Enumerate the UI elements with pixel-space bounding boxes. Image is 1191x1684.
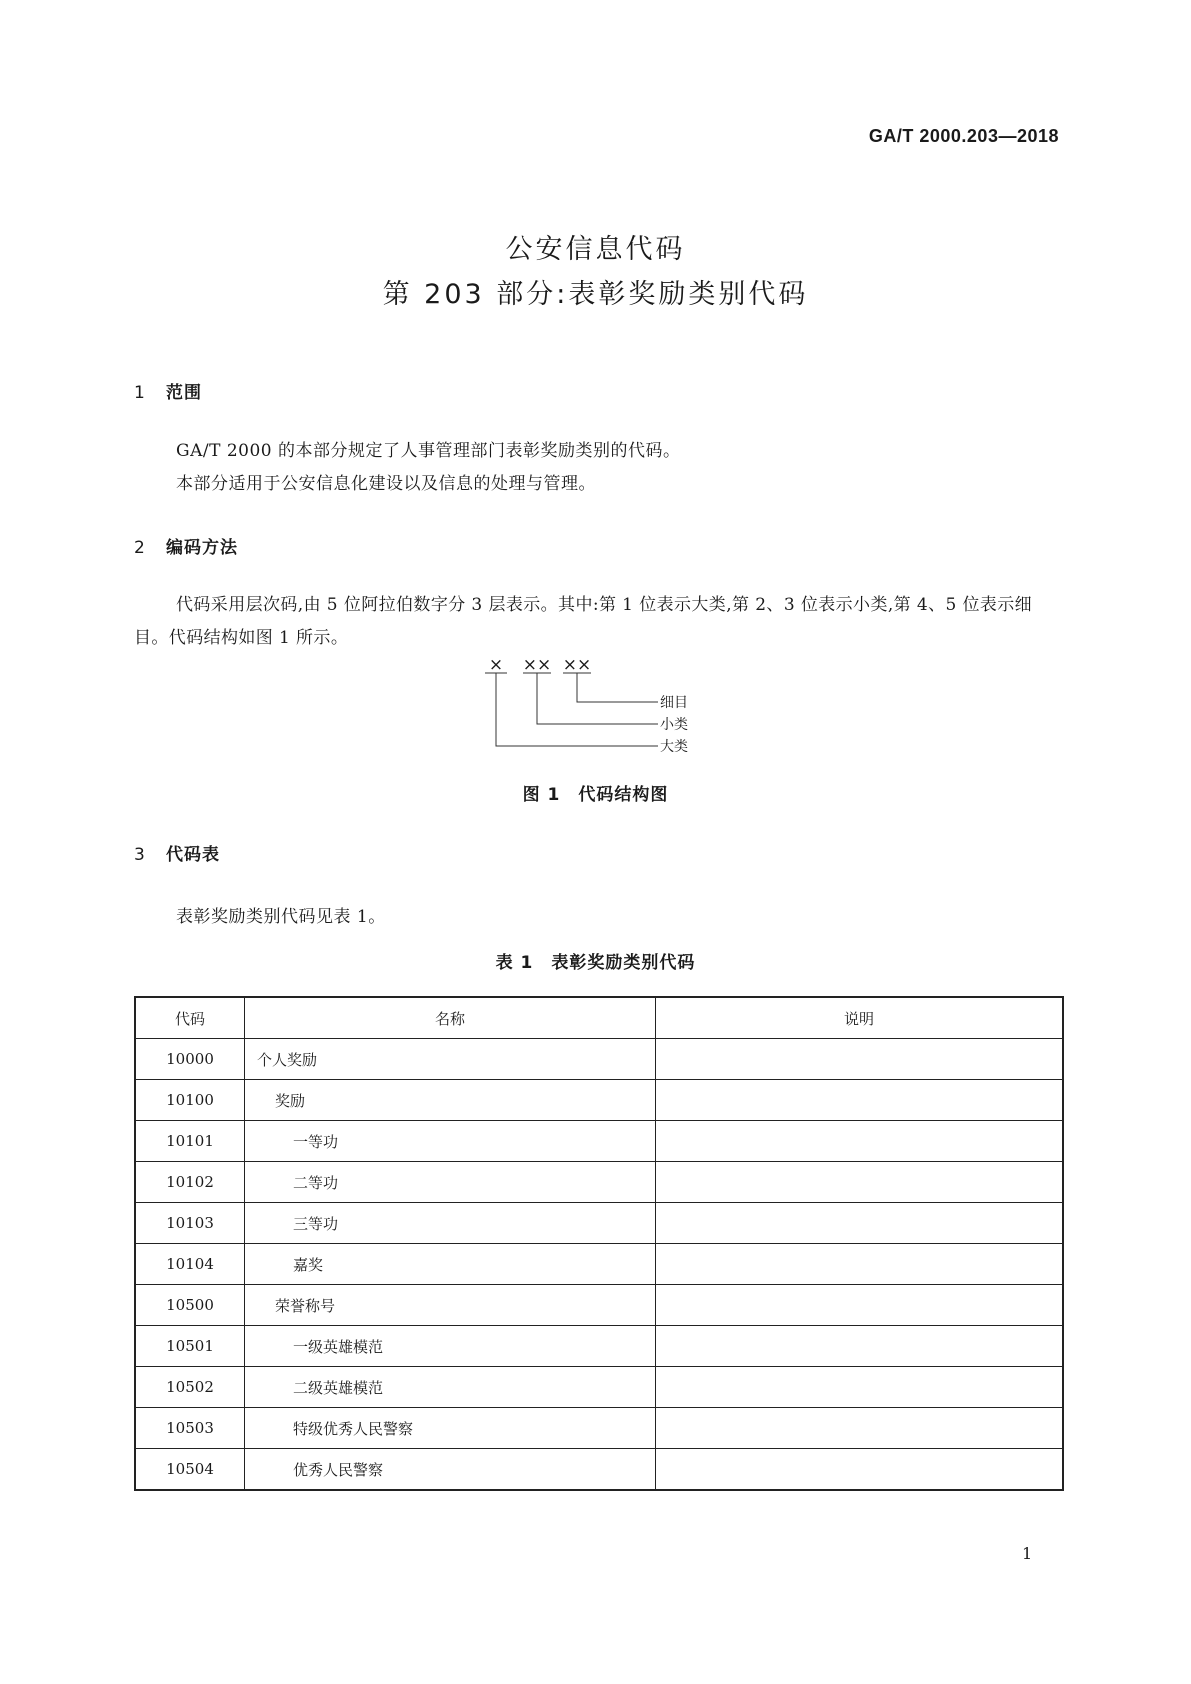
label-major: 大类 [660, 739, 688, 752]
cell-name: 二等功 [245, 1162, 656, 1203]
cell-code: 10500 [135, 1285, 245, 1326]
structure-mark-major: × [488, 656, 504, 675]
table-row [135, 1326, 1063, 1367]
cell-name: 一级英雄模范 [245, 1326, 656, 1367]
table-row [135, 1162, 1063, 1203]
table-row [135, 1244, 1063, 1285]
table-row [135, 1203, 1063, 1244]
cell-description [656, 1408, 1064, 1449]
cell-description [656, 1449, 1064, 1491]
scope-paragraph-1: GA/T 2000 的本部分规定了人事管理部门表彰奖励类别的代码。 [176, 441, 681, 461]
table-row [135, 1121, 1063, 1162]
label-minor: 小类 [660, 717, 688, 733]
section-number: 1 [134, 383, 146, 403]
cell-name: 三等功 [245, 1203, 656, 1244]
section-title: 代码表 [166, 845, 220, 865]
cell-code: 10501 [135, 1326, 245, 1367]
cell-name: 特级优秀人民警察 [245, 1408, 656, 1449]
cell-code: 10104 [135, 1244, 245, 1285]
minor-connector [537, 673, 658, 724]
code-structure-diagram [480, 656, 720, 752]
coding-paragraph: 代码采用层次码,由 5 位阿拉伯数字分 3 层表示。其中:第 1 位表示大类,第 2、3 位表示小类,第 4、5 位表示细目。代码结构如图 1 所示。 [134, 595, 1033, 648]
page-number: 1 [1022, 1544, 1033, 1563]
structure-mark-detail: ×× [562, 656, 592, 675]
standard-number: GA/T 2000.203—2018 [868, 126, 1059, 146]
cell-code: 10504 [135, 1449, 245, 1491]
table-row [135, 1039, 1063, 1080]
cell-code: 10000 [135, 1039, 245, 1080]
table-row [135, 1367, 1063, 1408]
cell-description [656, 1080, 1064, 1121]
code-table-intro: 表彰奖励类别代码见表 1。 [176, 907, 386, 927]
cell-name: 荣誉称号 [245, 1285, 656, 1326]
cell-name: 二级英雄模范 [245, 1367, 656, 1408]
header-description: 说明 [656, 997, 1064, 1039]
cell-code: 10100 [135, 1080, 245, 1121]
label-detail: 细目 [660, 695, 688, 711]
table-caption: 表 1 表彰奖励类别代码 [495, 953, 696, 973]
code-table [134, 996, 1064, 1491]
section-1-heading [134, 378, 202, 403]
table-row [135, 1408, 1063, 1449]
cell-name: 优秀人民警察 [245, 1449, 656, 1491]
cell-name: 个人奖励 [245, 1039, 656, 1080]
cell-description [656, 1326, 1064, 1367]
detail-connector [577, 673, 658, 702]
structure-mark-minor: ×× [522, 656, 552, 675]
cell-name: 一等功 [245, 1121, 656, 1162]
table-row [135, 1449, 1063, 1491]
cell-description [656, 1244, 1064, 1285]
table-row [135, 1080, 1063, 1121]
header-name: 名称 [245, 997, 656, 1039]
document-subtitle: 第 203 部分:表彰奖励类别代码 [382, 279, 809, 310]
section-3-heading [134, 840, 220, 865]
cell-code: 10503 [135, 1408, 245, 1449]
cell-code: 10102 [135, 1162, 245, 1203]
section-title: 范围 [166, 383, 202, 403]
cell-description [656, 1039, 1064, 1080]
section-number: 2 [134, 538, 146, 558]
table-row [135, 1285, 1063, 1326]
cell-code: 10101 [135, 1121, 245, 1162]
document-title: 公安信息代码 [505, 234, 686, 265]
cell-description [656, 1162, 1064, 1203]
section-number: 3 [134, 845, 146, 865]
cell-code: 10103 [135, 1203, 245, 1244]
header-code: 代码 [135, 997, 245, 1039]
cell-description [656, 1285, 1064, 1326]
cell-name: 奖励 [245, 1080, 656, 1121]
figure-caption: 图 1 代码结构图 [522, 785, 669, 805]
cell-description [656, 1367, 1064, 1408]
section-title: 编码方法 [166, 538, 238, 558]
cell-description [656, 1121, 1064, 1162]
section-2-heading [134, 533, 238, 558]
cell-name: 嘉奖 [245, 1244, 656, 1285]
table-header-row [135, 997, 1063, 1039]
cell-code: 10502 [135, 1367, 245, 1408]
scope-paragraph-2: 本部分适用于公安信息化建设以及信息的处理与管理。 [176, 474, 596, 494]
cell-description [656, 1203, 1064, 1244]
